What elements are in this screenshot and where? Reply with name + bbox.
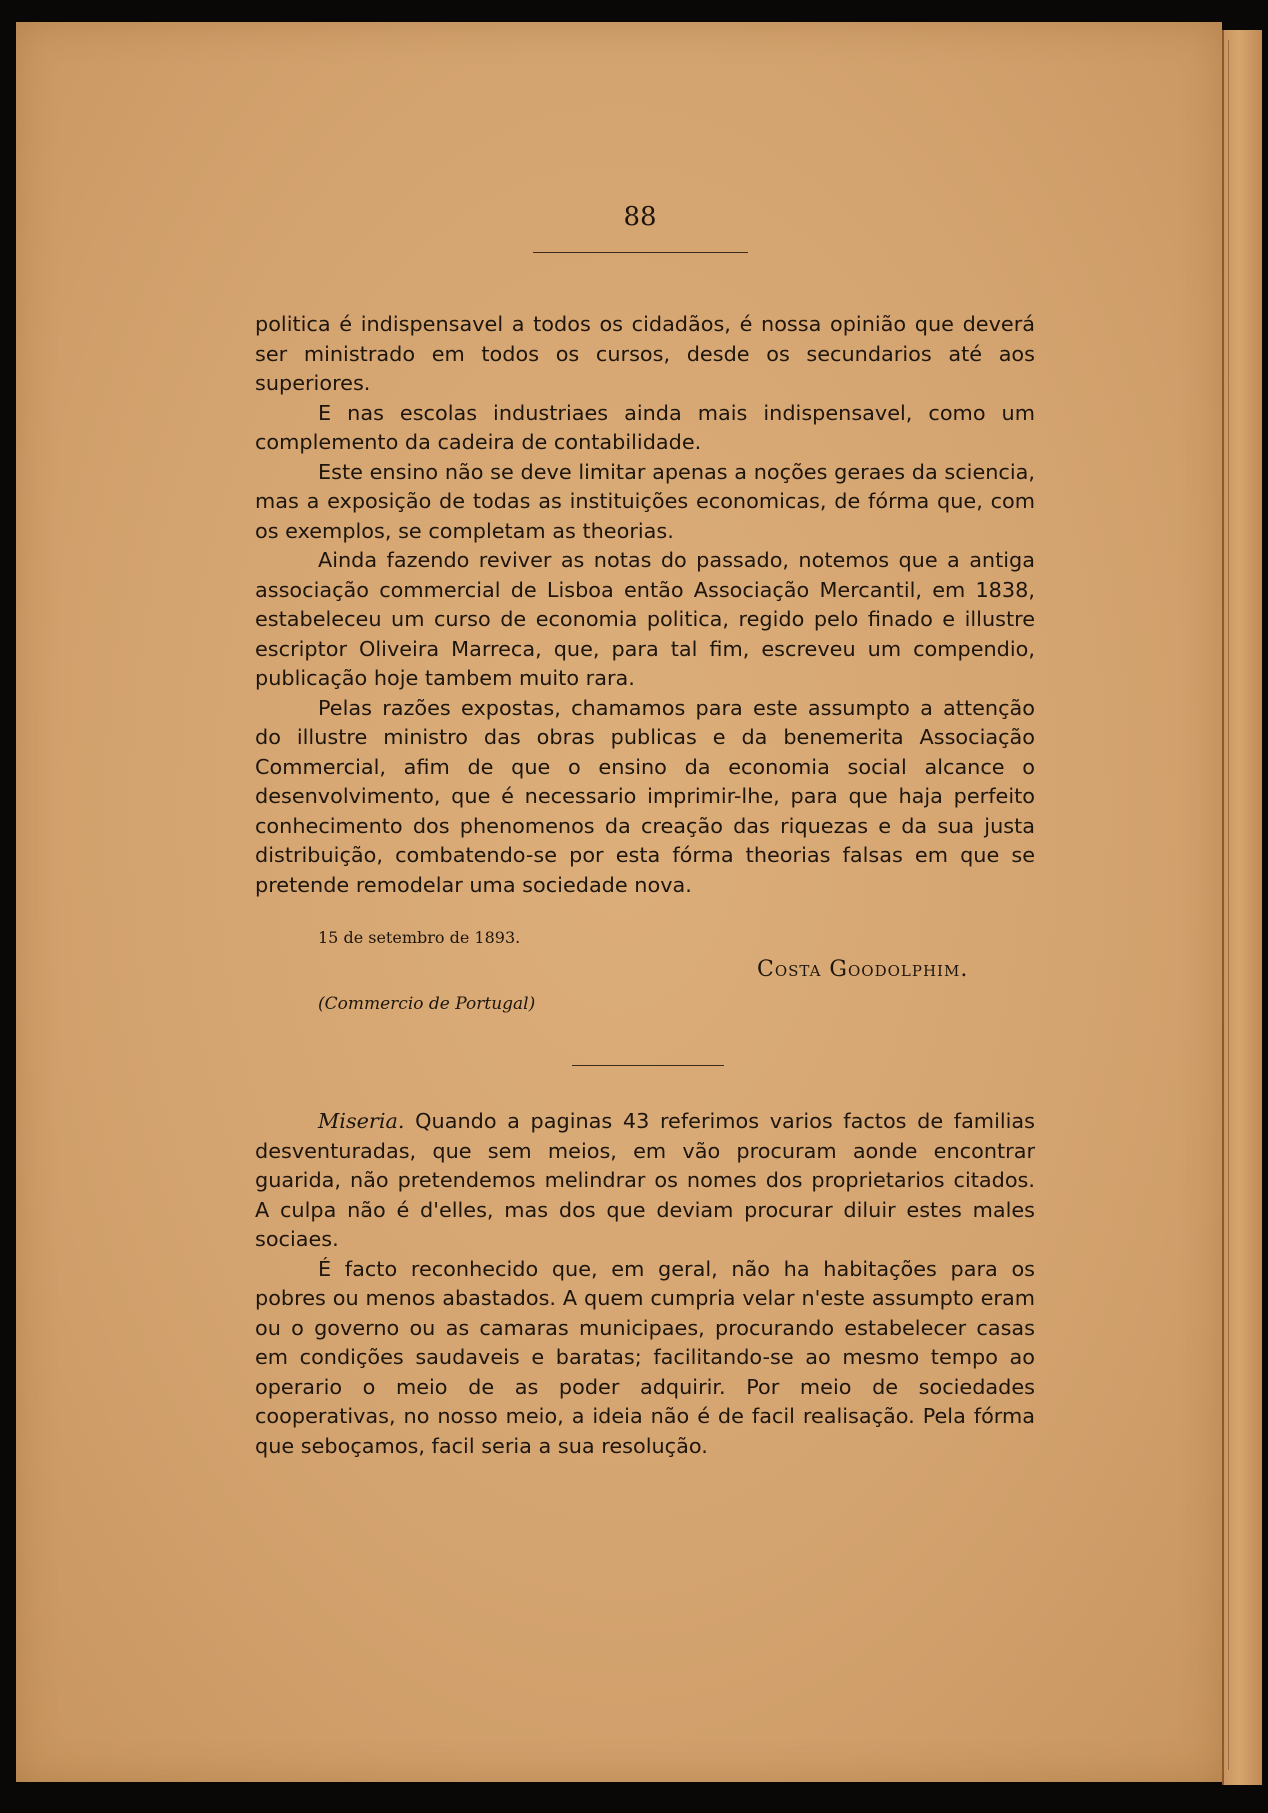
paragraph: Este ensino não se deve limitar apenas a noções geraes da sciencia, mas a exposição de todas as instituições economicas, de fórma que, com os exemplos, se completam as theorias. xyxy=(255,459,1035,543)
paragraph: Ainda fazendo reviver as notas do passado, notemos que a antiga associação commercial de Lisboa então Associação Mercantil, em 1838, estabeleceu um curso de economia politica, regido pelo finado e illustre escriptor Oliveira Marreca, que, para tal fim, escreveu um compendio, publicação hoje tambem muito rara. xyxy=(255,548,1035,690)
paragraph: Pelas razões expostas, chamamos para este assumpto a attenção do illustre ministro das obras publicas e da benemerita Associação Commercial, afim de que o ensino da economia social alcance o desenvolvimento, que é necessario imprimir-lhe, para que haja perfeito conhecimento dos phenomenos da creação das riquezas e da sua justa distribuição, combatendo-se por esta fórma theorias falsas em que se pretende remodelar uma sociedade nova. xyxy=(255,695,1035,897)
author-signature: Costa Goodolphim. xyxy=(757,957,969,982)
section-divider xyxy=(572,1065,724,1066)
page-number: 88 xyxy=(623,202,657,232)
note-paragraph xyxy=(255,1107,1035,1255)
note-body xyxy=(255,1107,1035,1461)
note-text: Quando a paginas 43 referimos varios factos de familias desventuradas, que sem meios, em vão procuram aonde encontrar guarida, não pretendemos melindrar os nomes dos proprietarios citados. A culpa não é d'elles, mas dos que deviam procurar diluir estes males sociaes. xyxy=(255,1109,1035,1251)
article-date: 15 de setembro de 1893. xyxy=(318,928,521,947)
page-edge-line xyxy=(1228,40,1229,1770)
note-paragraph: É facto reconhecido que, em geral, não ha habitações para os pobres ou menos abastados. A quem cumpria velar n'este assumpto eram ou o governo ou as camaras municipaes, procurando estabelecer casas em condições saudaveis e baratas; facilitando-se ao mesmo tempo ao operario o meio de as poder adquirir. Por meio de sociedades cooperativas, no nosso meio, a ideia não é de facil realisação. Pela fórma que seboçamos, facil seria a sua resolução. xyxy=(255,1256,1035,1458)
paragraph: E nas escolas industriaes ainda mais indispensavel, como um complemento da cadeira de contabilidade. xyxy=(255,400,1035,454)
paper-sheet xyxy=(16,22,1222,1782)
note-title: Miseria. xyxy=(318,1109,405,1133)
paragraph-continuation: politica é indispensavel a todos os cidadãos, é nossa opinião que deverá ser ministrado em todos os cursos, desde os secundarios até aos superiores. xyxy=(255,312,1035,395)
header-rule xyxy=(533,252,748,253)
article-body xyxy=(255,310,1035,900)
article-source: (Commercio de Portugal) xyxy=(318,994,536,1014)
